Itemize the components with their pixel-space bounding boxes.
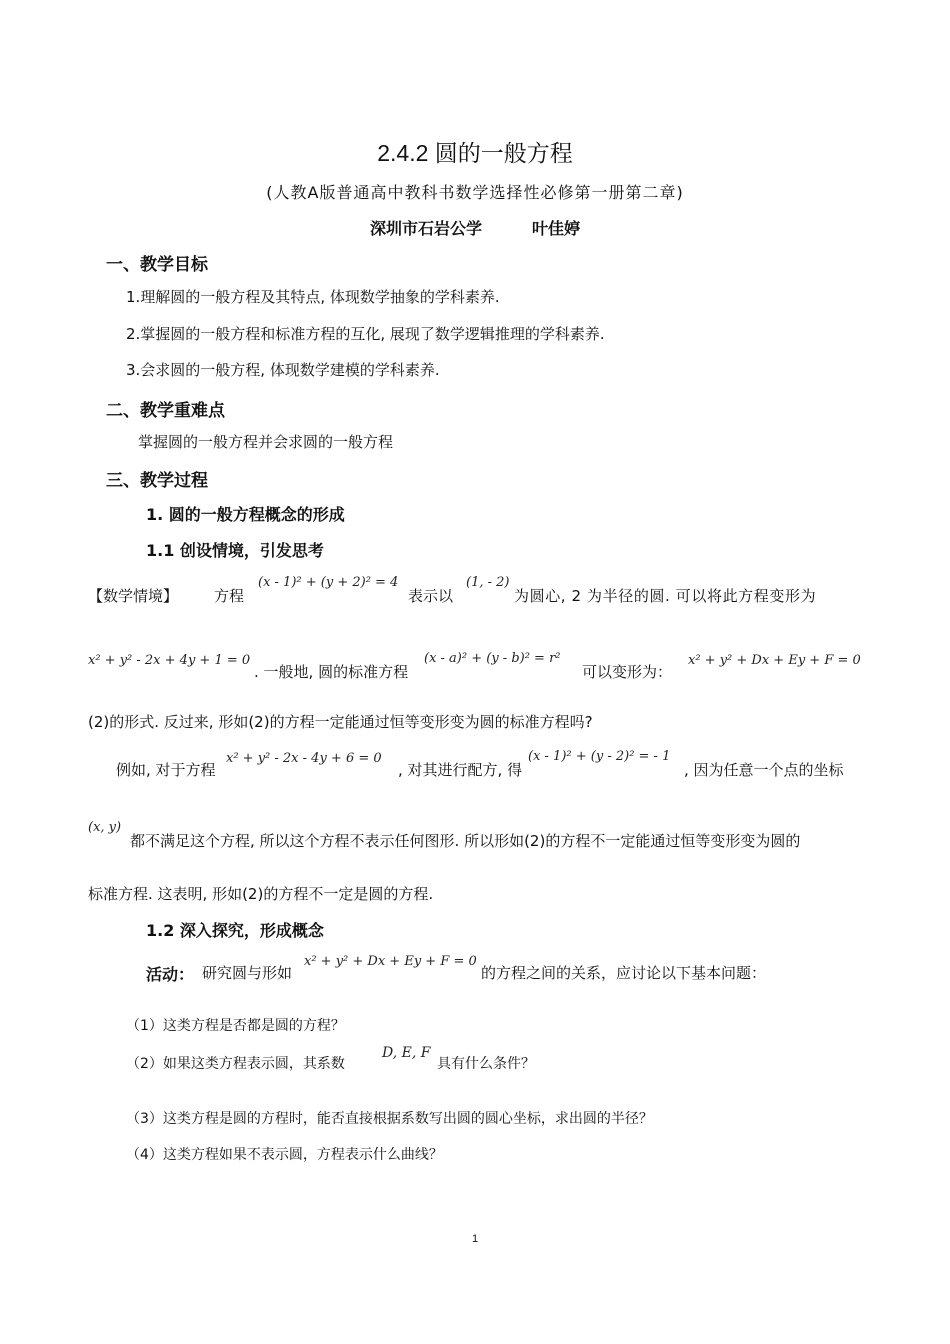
scenario-text-4: . 一般地, 圆的标准方程 — [254, 663, 409, 681]
activity-text-2: 的方程之间的关系，应讨论以下基本问题： — [481, 964, 767, 982]
goal-item-1: 1.理解圆的一般方程及其特点, 体现数学抽象的学科素养. — [126, 288, 500, 306]
scenario-tag: 【数学情境】 — [88, 587, 179, 605]
author-school: 深圳市石岩公学 — [369, 219, 482, 238]
scenario-text-1: 方程 — [214, 587, 245, 605]
equation-example: x² + y² - 2x - 4y + 6 = 0 — [226, 751, 382, 766]
equation-completed-square: (x - 1)² + (y - 2)² = - 1 — [528, 749, 671, 764]
page-number: 1 — [471, 1233, 479, 1245]
goal-item-2: 2.掌握圆的一般方程和标准方程的互化, 展现了数学逻辑推理的学科素养. — [126, 325, 605, 343]
author-name: 叶佳婷 — [532, 219, 581, 238]
question-2a: （2）如果这类方程表示圆，其系数 — [126, 1056, 345, 1072]
point-xy: (x, y) — [88, 820, 122, 835]
document-subtitle: (人教A版普通高中教科书数学选择性必修第一册第二章) — [266, 183, 684, 202]
example-text-3: , 因为任意一个点的坐标 — [684, 761, 844, 779]
subheading-concept: 1. 圆的一般方程概念的形成 — [146, 505, 345, 524]
example-text-1: 例如, 对于方程 — [116, 761, 216, 779]
subheading-explore: 1.2 深入探究，形成概念 — [146, 921, 324, 940]
goal-item-3: 3.会求圆的一般方程, 体现数学建模的学科素养. — [126, 361, 440, 379]
example-text-4: 都不满足这个方程, 所以这个方程不表示任何图形. 所以形如(2)的方程不一定能通过恒等变形变为圆的 — [130, 832, 801, 850]
document-title: 2.4.2 圆的一般方程 — [377, 140, 573, 166]
equation-standard-general: (x - a)² + (y - b)² = r² — [424, 651, 561, 666]
activity-text-1: 研究圆与形如 — [202, 964, 293, 982]
coefficients: D, E, F — [382, 1045, 431, 1061]
question-1: （1）这类方程是否都是圆的方程？ — [126, 1018, 345, 1034]
author-line — [0, 216, 950, 239]
equation-activity: x² + y² + Dx + Ey + F = 0 — [304, 954, 477, 969]
scenario-text-3: 为圆心, 2 为半径的圆. 可以将此方程变形为 — [514, 587, 817, 605]
question-2b: 具有什么条件？ — [437, 1056, 535, 1072]
heading-process: 三、教学过程 — [106, 471, 208, 491]
example-text-5: 标准方程. 这表明, 形如(2)的方程不一定是圆的方程. — [88, 885, 434, 903]
scenario-text-2: 表示以 — [408, 587, 454, 605]
question-3: （3）这类方程是圆的方程时，能否直接根据系数写出圆的圆心坐标，求出圆的半径？ — [126, 1111, 653, 1127]
point-center: (1, - 2) — [466, 575, 510, 590]
equation-general-form: x² + y² + Dx + Ey + F = 0 — [688, 653, 861, 668]
activity-label: 活动： — [146, 965, 195, 984]
heading-goals: 一、教学目标 — [106, 255, 208, 275]
equation-circle-standard: (x - 1)² + (y + 2)² = 4 — [258, 575, 399, 590]
keypoints-text: 掌握圆的一般方程并会求圆的一般方程 — [138, 433, 394, 451]
heading-keypoints: 二、教学重难点 — [106, 401, 225, 421]
subheading-scenario: 1.1 创设情境，引发思考 — [146, 541, 324, 560]
question-4: （4）这类方程如果不表示圆，方程表示什么曲线？ — [126, 1147, 443, 1163]
scenario-text-6: (2)的形式. 反过来, 形如(2)的方程一定能通过恒等变形变为圆的标准方程吗? — [88, 713, 593, 731]
example-text-2: , 对其进行配方, 得 — [398, 761, 523, 779]
scenario-text-5: 可以变形为： — [582, 663, 673, 681]
equation-expanded: x² + y² - 2x + 4y + 1 = 0 — [88, 653, 251, 668]
